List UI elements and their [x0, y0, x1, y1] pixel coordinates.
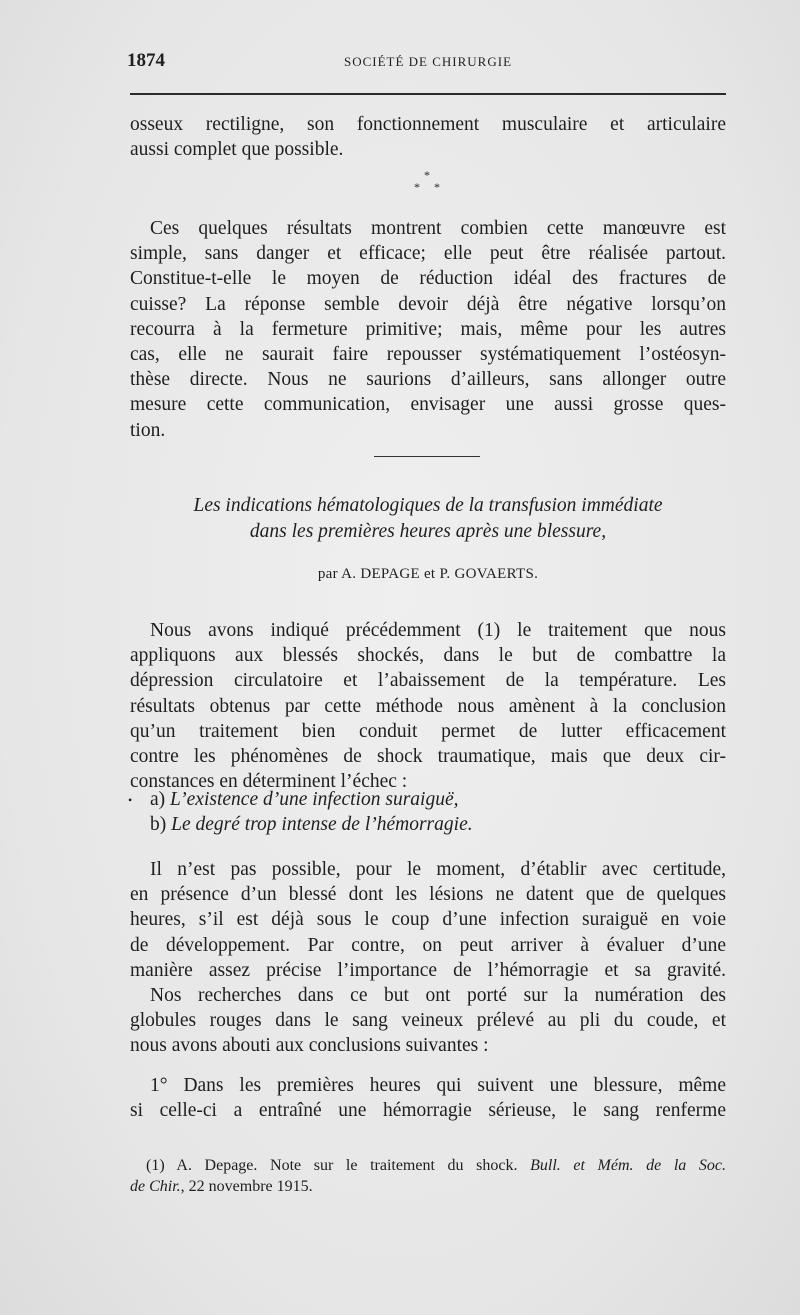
- text-line: thèse directe. Nous ne saurions d’ailleurs, sans allonger outre: [130, 369, 726, 391]
- text-line: Il n’est pas possible, pour le moment, d’établir avec certitude,: [150, 859, 726, 880]
- footnote-date: , 22 novembre 1915.: [180, 1178, 313, 1195]
- footnote-line-2: [130, 1176, 726, 1197]
- text-line: nous avons abouti aux conclusions suivantes :: [130, 1035, 489, 1057]
- text-line: qu’un traitement bien conduit permet de lutter efficacement: [130, 720, 726, 742]
- text-line: recourra à la fermeture primitive; mais, même pour les autres: [130, 318, 726, 340]
- list-label: a): [150, 789, 166, 810]
- text-line: si celle-ci a entraîné une hémorragie sérieuse, le sang renferme: [130, 1100, 726, 1122]
- text-line: cuisse? La réponse semble devoir déjà être négative lorsqu’on: [130, 293, 726, 315]
- text-line: aussi complet que possible.: [130, 139, 344, 161]
- page-header: [127, 50, 726, 74]
- paragraph-3: [130, 618, 726, 794]
- paragraph-4: [130, 857, 726, 983]
- text-line: Nos recherches dans ce but ont porté sur la numération des: [150, 985, 726, 1006]
- text-line: appliquons aux blessés shockés, dans le but de combattre la: [130, 645, 726, 667]
- text-line: mesure cette communication, envisager une aussi grosse ques-: [130, 394, 726, 416]
- article-authors: par A. DEPAGE et P. GOVAERTS.: [317, 566, 539, 582]
- text-line: osseux rectiligne, son fonctionnement musculaire et articulaire: [130, 114, 726, 135]
- list-text: Le degré trop intense de l’hémorragie.: [171, 814, 473, 835]
- text-line: heures, s’il est déjà sous le coup d’une infection suraiguë en voie: [130, 909, 726, 931]
- article-title: [130, 493, 726, 545]
- paragraph-6: [130, 1073, 726, 1123]
- header-rule: [130, 93, 726, 95]
- text-line: contre les phénomènes de shock traumatique, mais que deux cir-: [130, 746, 726, 768]
- text-line: globules rouges dans le sang veineux prélevé au pli du coude, et: [130, 1010, 726, 1032]
- running-head: SOCIÉTÉ DE CHIRURGIE: [343, 54, 513, 69]
- article-title-line-1: Les indications hématologiques de la transfusion immédiate: [193, 495, 663, 516]
- page-number: 1874: [127, 50, 165, 71]
- text-line: tion.: [130, 419, 166, 441]
- text-line: en présence d’un blessé dont les lésions ne datent que de quelques: [130, 884, 726, 906]
- ink-mark: •: [128, 793, 133, 807]
- list-item-b: [150, 814, 473, 836]
- footnote-line-1: [130, 1155, 726, 1176]
- paragraph-5: [130, 983, 726, 1059]
- footnote: [130, 1155, 726, 1197]
- text-line: Nous avons indiqué précédemment (1) le traitement que nous: [150, 620, 726, 641]
- text-line: résultats obtenus par cette méthode nous amènent à la conclusion: [130, 695, 726, 717]
- text-line: dépression circulatoire et l’abaissement de la température. Les: [130, 670, 726, 692]
- text-line: simple, sans danger et efficace; elle peut être réalisée partout.: [130, 243, 726, 265]
- footnote-journal: de Chir.: [130, 1178, 181, 1195]
- asterism: * * *: [414, 168, 440, 194]
- article-title-line-2: dans les premières heures après une blessure,: [249, 521, 607, 542]
- paragraph-2: [130, 216, 726, 443]
- footnote-journal: Bull. et Mém. de la Soc.: [530, 1157, 727, 1174]
- text-line: de développement. Par contre, on peut arriver à évaluer d’une: [130, 934, 726, 956]
- text-line: cas, elle ne saurait faire repousser systématiquement l’ostéosyn-: [130, 344, 726, 366]
- text-line: manière assez précise l’importance de l’hémorragie et sa gravité.: [130, 959, 726, 981]
- footnote-text: (1) A. Depage. Note sur le traitement du shock.: [146, 1157, 531, 1174]
- text-line: Ces quelques résultats montrent combien cette manœuvre est: [150, 218, 726, 239]
- list-label: b): [150, 814, 167, 835]
- paragraph-1: [130, 112, 726, 162]
- text-line: Constitue-t-elle le moyen de réduction idéal des fractures de: [130, 268, 726, 290]
- section-divider: [374, 456, 480, 457]
- list-item-a: [150, 789, 458, 811]
- text-line: constances en déterminent l’échec :: [130, 771, 408, 793]
- text-line: 1° Dans les premières heures qui suivent une blessure, même: [150, 1075, 726, 1096]
- list-text: L’existence d’une infection suraiguë,: [170, 789, 459, 810]
